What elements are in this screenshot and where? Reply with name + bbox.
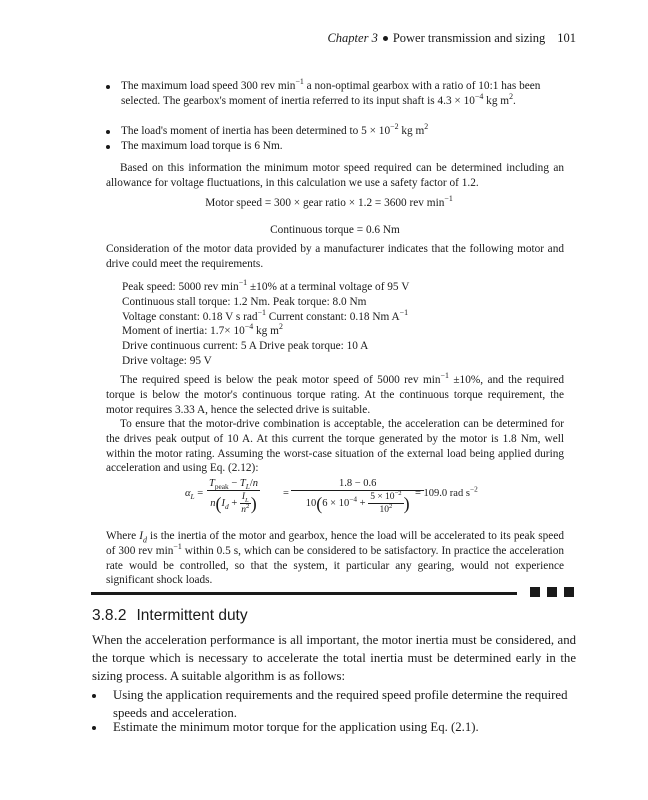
chapter-title: Power transmission and sizing (392, 31, 546, 45)
equation-symbolic-fraction: $T_{peak} - T_L/n$ $n(I_d$ + $\frac{I_L}{n^2}$ ) (209, 478, 258, 515)
bullet-text: The load's moment of inertia has been determined to $5 \times 10^{-2}$ kg $m^2$ (121, 122, 429, 137)
paragraph-speed-check: The required speed is below the peak motor speed of 5000 rev $\min^{-1} \pm 10\%$, and the required torque is below the motor's continuous torque rating. At the continuous torque requirement, the motor requires 3.33 A, hence the selected drive is suitable. (106, 371, 564, 416)
motor-spec-list (122, 280, 562, 369)
equation-lhs: $\alpha_L$ = (185, 488, 204, 502)
section-title: Intermittent duty (136, 607, 248, 624)
paragraph-speed-requirement: Based on this information the minimum motor speed required can be determined including an allowance for voltage fluctuations, in this calculation we use a safety factor of 1.2. (106, 162, 564, 189)
paragraph-motor-data: Consideration of the motor data provided by a manufacturer indicates that the following motor and drive could meet the requirements. (106, 243, 564, 270)
equation-result: = 109.0 rad $s^{-2}$ (415, 484, 478, 499)
bullet-dot (106, 145, 110, 149)
acceleration-equation: $\alpha_L$ = $T_{peak} - T_L/n$ $n(I_d$ + $\frac{I_L}{n^2}$ ) = 1.8 − 0.6 $10(6 \times 10^{-4}$ + $\frac{5 \times 10^{-2}}{10^2}$ ) = 109.0 rad $s^{-2}$ (185, 478, 478, 515)
bullet-speed-profile (92, 686, 576, 722)
bullet-load-torque (106, 139, 544, 154)
equation-numeric-fraction: 1.8 − 0.6 $10(6 \times 10^{-4}$ + $\frac{5 \times 10^{-2}}{10^2}$ ) (291, 478, 424, 515)
bullet-dot (106, 85, 110, 89)
end-mark-square (530, 587, 540, 597)
section-heading (92, 607, 248, 625)
bullet-text: The maximum load speed 300 rev $\min^{-1} a$ non-optimal gearbox with a ratio of 10:1 has been selected. The gearbox's moment of inertia referred to its input shaft is $4.3 \times 10^{-4}$ kg $m^2$. (121, 77, 541, 107)
bullet-dot (92, 726, 96, 730)
end-mark-square (547, 587, 557, 597)
bullet-minimum-torque (92, 718, 576, 736)
equation-motor-speed: Motor speed = 300 × gear ratio × 1.2 = 3600 rev $\min^{-1}$ (205, 194, 453, 209)
section-number: 3.8.2 (92, 607, 127, 624)
chapter-label: Chapter 3 (327, 31, 378, 45)
header-bullet (383, 36, 388, 41)
end-mark-square (564, 587, 574, 597)
paragraph-intermittent-duty: When the acceleration performance is all important, the motor inertia must be considered, and the torque which is necessary to accelerate the total inertia must be determined early in the sizing process. A suitable algorithm is as follows: (92, 633, 576, 683)
spec-inertia: Moment of inertia: $1.7\times 10^{-4}$ kg $m^2$ (122, 322, 283, 338)
bullet-load-speed (106, 79, 544, 109)
bullet-dot (106, 130, 110, 134)
equation-continuous-torque: Continuous torque = 0.6 Nm (270, 224, 400, 236)
spec-peak-speed: Peak speed: 5000 rev $\min^{-1} \pm 10\%$ at a terminal voltage of 95 V (122, 278, 410, 293)
section-divider-rule (91, 592, 517, 595)
bullet-text: The maximum load torque is 6 Nm. (121, 140, 283, 152)
spec-drive-voltage: Drive voltage: 95 V (122, 354, 212, 367)
spec-drive-current: Drive continuous current: 5 A Drive peak torque: 10 A (122, 340, 369, 353)
spec-stall-torque: Continuous stall torque: 1.2 Nm. Peak torque: 8.0 Nm (122, 295, 367, 308)
paragraph-inertia-conclusion: Where $I_d$ is the inertia of the motor and gearbox, hence the load will be accelerated to its peak speed of 300 rev $\min^{-1}$ within 0.5 s, which can be considered to be satisfactory. In practice the acceleration rate would be controlled, so that the system, it particular any gearing, would not experience significant shock loads. (106, 530, 564, 587)
spec-voltage-constant: Voltage constant: 0.18 V s rad$^{-1}$ Current constant: 0.18 Nm $A^{-1}$ (122, 307, 409, 323)
bullet-text: Using the application requirements and the required speed profile determine the required speeds and acceleration. (113, 688, 568, 720)
paragraph-acceleration: To ensure that the motor-drive combination is acceptable, the acceleration can be determined for the drives peak output of 10 A. At this current the torque generated by the motor is 1.8 Nm, well within the motor rating. Assuming the worst-case situation of the external load being applied during acceleration and using Eq. (2.12): (106, 418, 564, 475)
page-number: 101 (557, 31, 576, 45)
bullet-load-inertia (106, 124, 544, 139)
bullet-dot (92, 694, 96, 698)
bullet-text: Estimate the minimum motor torque for the application using Eq. (2.1). (113, 720, 479, 734)
running-header (327, 31, 576, 46)
